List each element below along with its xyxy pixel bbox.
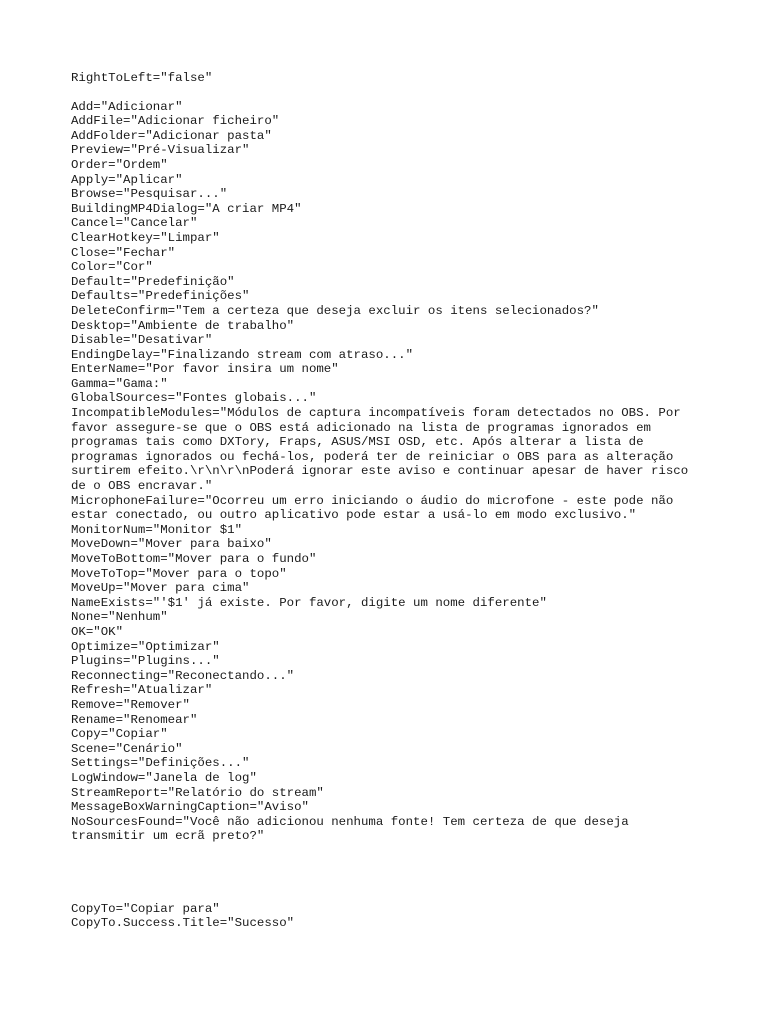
text-line: ClearHotkey="Limpar" [71, 230, 220, 245]
text-line: CopyTo.Success.Title="Sucesso" [71, 916, 295, 931]
text-line: GlobalSources="Fontes globais..." [71, 391, 317, 406]
localization-block-main [71, 100, 711, 844]
text-line: LogWindow="Janela de log" [71, 770, 257, 785]
text-line: Refresh="Atualizar" [71, 683, 213, 698]
text-line: surtirem efeito.\r\n\r\nPoderá ignorar este aviso e continuar apesar de haver risco [71, 464, 689, 479]
text-line: Browse="Pesquisar..." [71, 187, 228, 202]
spacer [71, 844, 711, 902]
text-line: Defaults="Predefinições" [71, 289, 250, 304]
text-line: Close="Fechar" [71, 245, 176, 260]
text-line: EndingDelay="Finalizando stream com atraso..." [71, 347, 414, 362]
text-line: Cancel="Cancelar" [71, 216, 198, 231]
text-line: Rename="Renomear" [71, 712, 198, 727]
text-line: AddFolder="Adicionar pasta" [71, 128, 272, 143]
text-line: Desktop="Ambiente de trabalho" [71, 318, 295, 333]
document-page [71, 71, 711, 931]
text-line: programas tais como DXTory, Fraps, ASUS/MSI OSD, etc. Após alterar a lista de [71, 435, 644, 450]
text-line: Settings="Definições..." [71, 756, 250, 771]
text-line: StreamReport="Relatório do stream" [71, 785, 324, 800]
text-line: de o OBS encravar." [71, 479, 213, 494]
text-line: NameExists="'$1' já existe. Por favor, digite um nome diferente" [71, 595, 547, 610]
text-line: Gamma="Gama:" [71, 376, 168, 391]
localization-block-copyto [71, 902, 711, 931]
text-line: MicrophoneFailure="Ocorreu um erro iniciando o áudio do microfone - este pode não [71, 493, 674, 508]
text-line: Preview="Pré-Visualizar" [71, 143, 250, 158]
text-line: MoveToBottom="Mover para o fundo" [71, 552, 317, 566]
text-line: MessageBoxWarningCaption="Aviso" [71, 800, 309, 815]
text-line: favor assegure-se que o OBS está adicionado na lista de programas ignorados em [71, 420, 651, 435]
text-line: AddFile="Adicionar ficheiro" [71, 114, 280, 129]
text-line: Order="Ordem" [71, 157, 168, 172]
text-line: Default="Predefinição" [71, 274, 235, 289]
header-line: RightToLeft="false" [71, 71, 213, 85]
text-line: BuildingMP4Dialog="A criar MP4" [71, 201, 302, 216]
text-line: Remove="Remover" [71, 697, 190, 712]
text-line: MoveDown="Mover para baixo" [71, 537, 272, 552]
text-line: DeleteConfirm="Tem a certeza que deseja excluir os itens selecionados?" [71, 303, 599, 318]
text-line: IncompatibleModules="Módulos de captura incompatíveis foram detectados no OBS. Por [71, 406, 681, 421]
text-line: EnterName="Por favor insira um nome" [71, 362, 339, 377]
text-line: CopyTo="Copiar para" [71, 901, 220, 916]
text-line: MoveToTop="Mover para o topo" [71, 566, 287, 581]
text-line: Scene="Cenário" [71, 741, 183, 756]
text-line: transmitir um ecrã preto?" [71, 829, 265, 844]
text-line: OK="OK" [71, 624, 124, 639]
text-line: Plugins="Plugins..." [71, 654, 220, 669]
text-line: programas ignorados ou fechá-los, poderá ter de reiniciar o OBS para as alteração [71, 449, 674, 464]
spacer [71, 86, 711, 100]
text-line: Copy="Copiar" [71, 727, 168, 742]
text-line: Apply="Aplicar" [71, 172, 183, 187]
text-line: estar conectado, ou outro aplicativo pode estar a usá-lo em modo exclusivo." [71, 508, 637, 523]
text-line: MonitorNum="Monitor $1" [71, 522, 243, 537]
text-line: Disable="Desativar" [71, 333, 213, 348]
text-line: None="Nenhum" [71, 610, 168, 625]
text-line: Reconnecting="Reconectando..." [71, 668, 295, 683]
text-line: MoveUp="Mover para cima" [71, 581, 250, 596]
text-line: Optimize="Optimizar" [71, 639, 220, 654]
text-line: Add="Adicionar" [71, 99, 183, 114]
text-line: Color="Cor" [71, 260, 153, 275]
text-line: NoSourcesFound="Você não adicionou nenhuma fonte! Tem certeza de que deseja [71, 814, 629, 829]
